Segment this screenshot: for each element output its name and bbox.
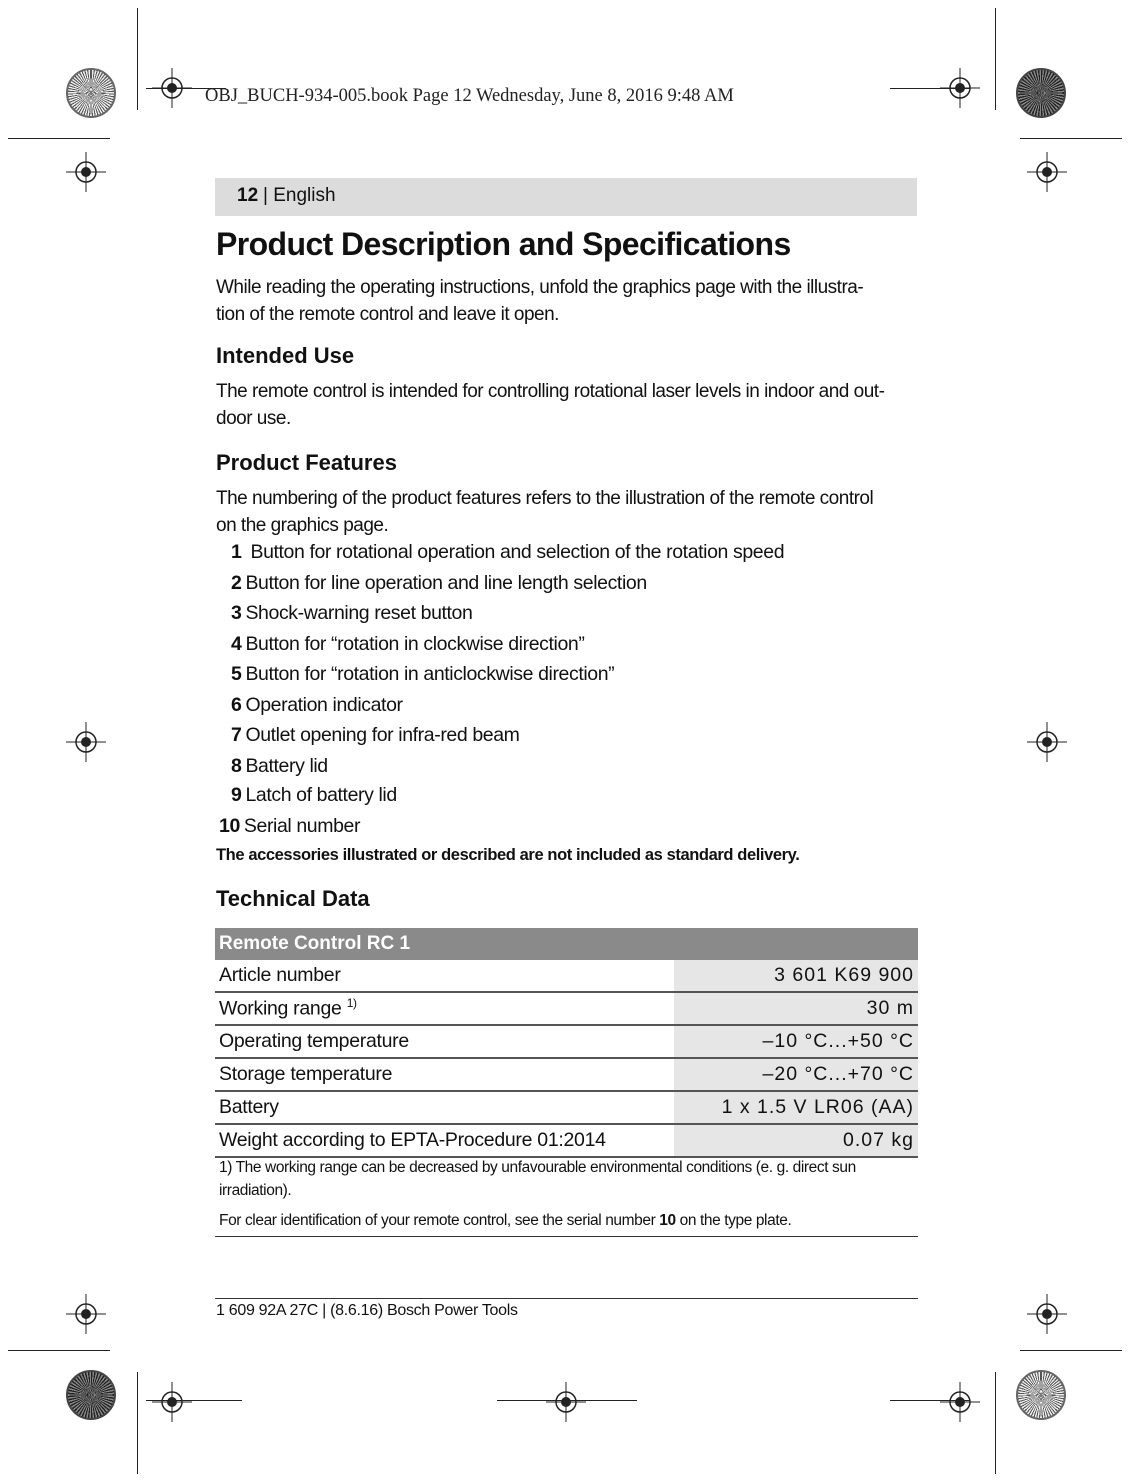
color-wheel-icon [1016, 68, 1066, 118]
registration-mark-icon [1027, 722, 1067, 762]
page-language: | English [263, 185, 336, 206]
registration-mark-icon [66, 152, 106, 192]
footnote: 1) The working range can be decreased by unfavourable environmental conditions (e. g. direct sun irradiation). [219, 1159, 856, 1199]
row-value: 3 601 K69 900 [674, 960, 918, 992]
list-item: 1 Button for rotational operation and selection of the rotation speed [231, 541, 785, 563]
color-wheel-icon [1016, 1370, 1066, 1420]
row-value: –20 °C...+70 °C [674, 1058, 918, 1091]
product-features-heading: Product Features [216, 450, 397, 475]
row-value: 30 m [674, 992, 918, 1025]
page-header [215, 178, 917, 216]
serial-number-note: For clear identification of your remote control, see the serial number 10 on the type plate. [219, 1212, 792, 1229]
accessories-note: The accessories illustrated or described are not included as standard delivery. [216, 846, 800, 864]
table-row [215, 1091, 918, 1124]
table-header-row [215, 928, 918, 960]
footer-divider [215, 1298, 918, 1299]
table-row [215, 1058, 918, 1091]
list-item: 3 Shock-warning reset button [231, 602, 473, 624]
intended-use-paragraph: The remote control is intended for controlling rotational laser levels in indoor and out- door use. [216, 381, 885, 429]
table-row [215, 1124, 918, 1157]
color-wheel-icon [66, 68, 116, 118]
table-title: Remote Control RC 1 [215, 928, 918, 960]
row-value: 0.07 kg [674, 1124, 918, 1157]
registration-mark-icon [66, 1294, 106, 1334]
technical-data-heading: Technical Data [216, 886, 370, 911]
row-value: 1 x 1.5 V LR06 (AA) [674, 1091, 918, 1124]
row-label: Battery [215, 1091, 674, 1124]
intro-paragraph: While reading the operating instructions, unfold the graphics page with the illustra- tion of the remote control and leave it open. [216, 277, 864, 325]
registration-mark-icon [66, 722, 106, 762]
registration-mark-icon [546, 1382, 586, 1422]
table-row [215, 1025, 918, 1058]
registration-mark-icon [940, 68, 980, 108]
registration-mark-icon [152, 68, 192, 108]
list-item: 10 Serial number [219, 815, 361, 837]
registration-mark-icon [152, 1382, 192, 1422]
list-item: 7 Outlet opening for infra-red beam [231, 724, 520, 746]
technical-data-table [215, 928, 918, 1158]
page-footer: 1 609 92A 27C | (8.6.16) Bosch Power Tools [216, 1302, 518, 1319]
row-label: Working range $^{1)}$ [215, 992, 674, 1025]
list-item: 9 Latch of battery lid [231, 784, 397, 806]
row-label: Storage temperature [215, 1058, 674, 1091]
print-slug: OBJ_BUCH-934-005.book Page 12 Wednesday, June 8, 2016 9:48 AM [205, 86, 734, 106]
footnote-ref: 1) [346, 996, 357, 1011]
product-features-paragraph: The numbering of the product features refers to the illustration of the remote control on the graphics page. [216, 488, 874, 536]
divider [215, 1236, 918, 1237]
registration-mark-icon [1027, 1294, 1067, 1334]
list-item: 2 Button for line operation and line length selection [231, 572, 647, 594]
registration-mark-icon [940, 1382, 980, 1422]
row-label: Weight according to EPTA-Procedure 01:2014 [215, 1124, 674, 1157]
row-label: Article number [215, 960, 674, 992]
registration-mark-icon [1027, 152, 1067, 192]
page-title: Product Description and Specifications [216, 226, 791, 262]
intended-use-heading: Intended Use [216, 343, 355, 368]
table-row [215, 960, 918, 992]
list-item: 4 Button for “rotation in clockwise direction” [231, 633, 585, 655]
list-item: 8 Battery lid [231, 755, 328, 777]
row-label: Operating temperature [215, 1025, 674, 1058]
list-item: 5 Button for “rotation in anticlockwise direction” [231, 663, 615, 685]
row-value: –10 °C...+50 °C [674, 1025, 918, 1058]
list-item: 6 Operation indicator [231, 694, 403, 716]
color-wheel-icon [66, 1370, 116, 1420]
table-row [215, 992, 918, 1025]
page-number: 12 [237, 185, 259, 206]
